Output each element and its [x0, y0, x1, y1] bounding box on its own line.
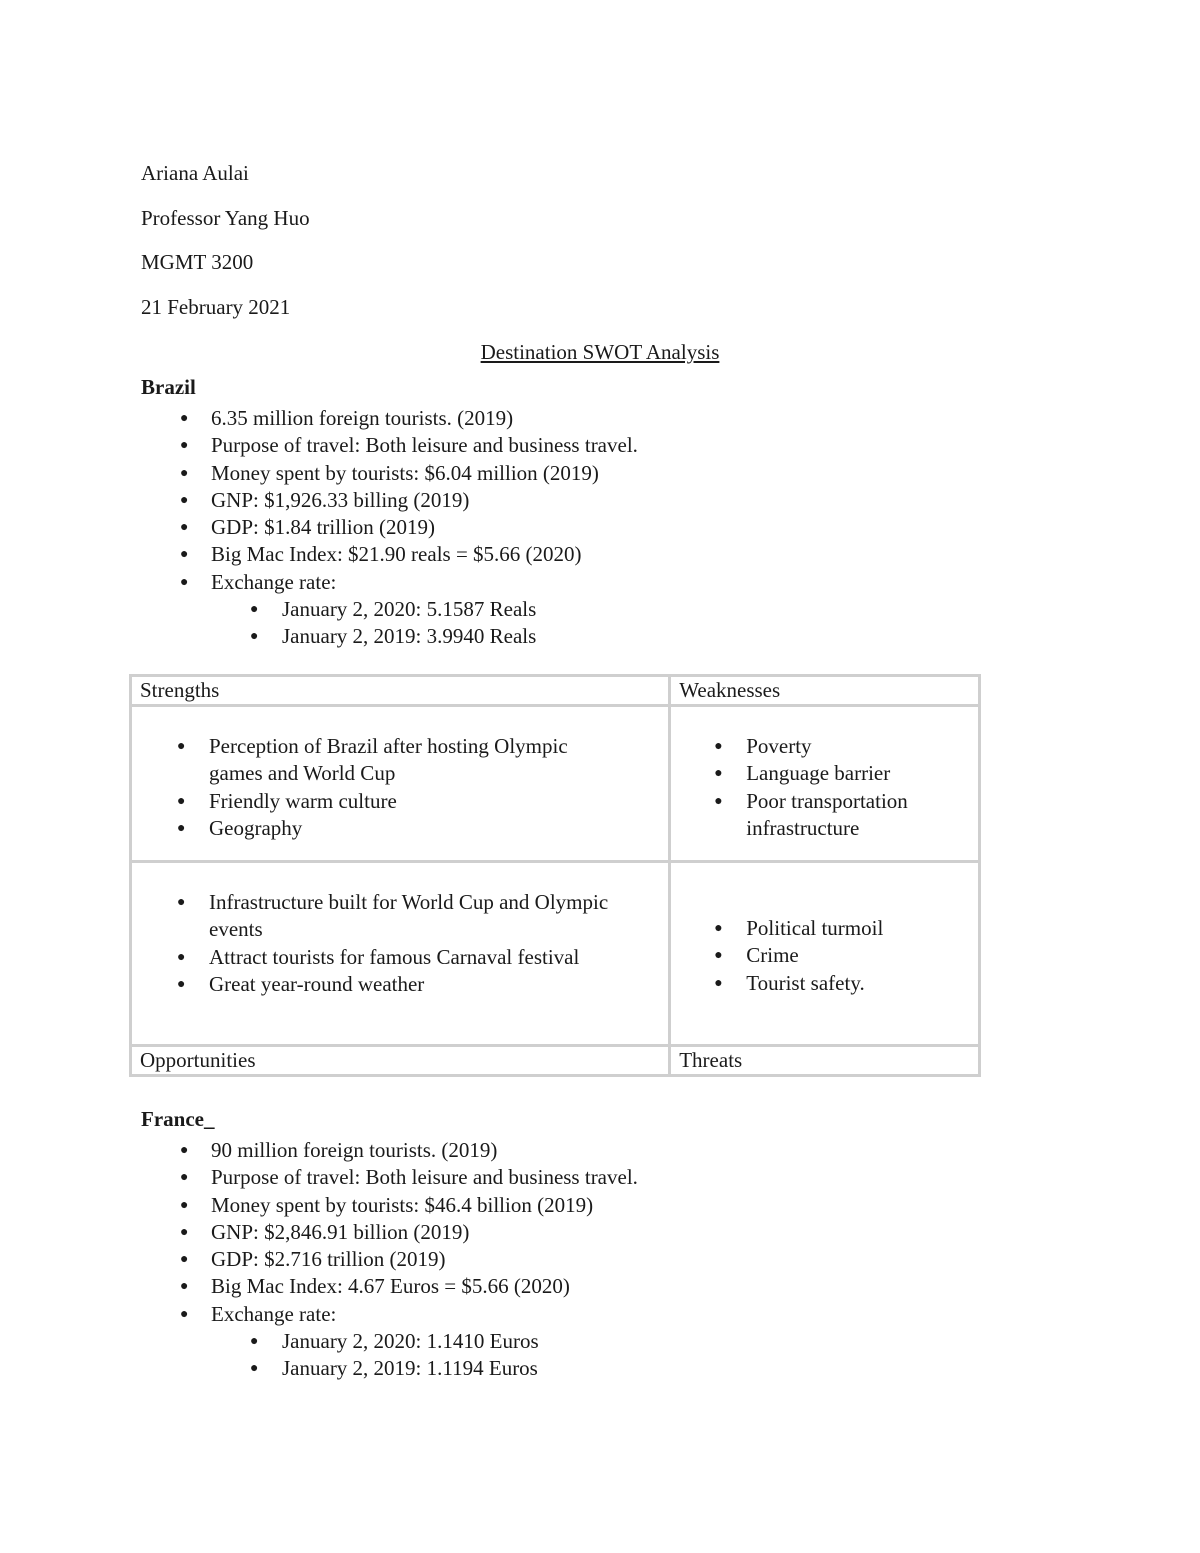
bullet-icon: ●: [250, 1334, 259, 1350]
exchange-rate-text: January 2, 2019: 1.1194 Euros: [282, 1356, 538, 1381]
fact-text: Big Mac Index: $21.90 reals = $5.66 (2020): [211, 542, 582, 567]
opportunities-item-text: Great year-round weather: [209, 971, 425, 996]
bullet-icon: ●: [177, 820, 186, 836]
weaknesses-cell: [670, 706, 980, 862]
threats-item-text: Crime: [746, 943, 799, 968]
opportunities-item-text: Attract tourists for famous Carnaval festival: [209, 944, 580, 969]
fact-text: 6.35 million foreign tourists. (2019): [211, 406, 514, 430]
bullet-icon: ●: [180, 1143, 189, 1158]
opportunities-item-text: Infrastructure built for World Cup and Olympic: [209, 890, 609, 914]
professor-name: Professor Yang Huo: [141, 206, 310, 230]
bullet-icon: ●: [177, 793, 186, 809]
bullet-icon: ●: [250, 602, 259, 618]
strengths-item-text: games and World Cup: [209, 761, 396, 786]
bullet-icon: ●: [180, 465, 189, 481]
document-title: Destination SWOT Analysis: [480, 340, 720, 364]
weaknesses-item-text: Poor transportation: [746, 788, 908, 813]
bullet-icon: ●: [177, 739, 186, 754]
brazil-heading: Brazil: [141, 375, 196, 399]
bullet-icon: ●: [250, 1361, 259, 1377]
threats-label: Threats: [670, 1046, 980, 1076]
author-name: Ariana Aulai: [141, 161, 249, 185]
weaknesses-item-text: Language barrier: [746, 761, 891, 786]
bullet-icon: ●: [180, 1197, 189, 1213]
fact-text: GNP: $1,926.33 billing (2019): [211, 487, 470, 512]
strengths-item-text: Geography: [209, 815, 303, 840]
opportunities-cell: [131, 862, 670, 1046]
threats-item-text: Tourist safety.: [746, 970, 865, 995]
bullet-icon: ●: [714, 921, 723, 936]
fact-text: Exchange rate:: [211, 1301, 337, 1326]
strengths-cell: [131, 706, 670, 862]
opportunities-label: Opportunities: [131, 1046, 670, 1076]
threats-item: [671, 970, 978, 997]
opportunities-item: [132, 889, 668, 944]
bullet-icon: ●: [714, 793, 723, 809]
weaknesses-item: [671, 788, 978, 843]
fact-text: Big Mac Index: 4.67 Euros = $5.66 (2020): [211, 1274, 570, 1299]
bullet-icon: ●: [714, 948, 723, 964]
bullet-icon: ●: [180, 1252, 189, 1268]
strengths-item: [132, 733, 668, 788]
strengths-item: [132, 788, 668, 815]
bullet-icon: ●: [180, 1224, 189, 1240]
bullet-icon: ●: [714, 739, 723, 754]
bullet-icon: ●: [180, 547, 189, 563]
fact-text: Money spent by tourists: $6.04 million (2019): [211, 460, 599, 485]
threats-cell: [670, 862, 980, 1046]
bullet-icon: ●: [180, 411, 189, 426]
bullet-icon: ●: [714, 766, 723, 782]
course-code: MGMT 3200: [141, 250, 254, 274]
exchange-rate-text: January 2, 2019: 3.9940 Reals: [282, 624, 537, 649]
fact-text: GDP: $2.716 trillion (2019): [211, 1247, 446, 1272]
bullet-icon: ●: [180, 438, 189, 454]
fact-text: Purpose of travel: Both leisure and business travel.: [211, 1165, 638, 1190]
strengths-label: Strengths: [131, 676, 670, 706]
bullet-icon: ●: [714, 975, 723, 991]
bullet-icon: ●: [180, 492, 189, 508]
weaknesses-item: [671, 760, 978, 787]
bullet-icon: ●: [180, 574, 189, 590]
strengths-item: [132, 815, 668, 842]
exchange-rate-text: January 2, 2020: 5.1587 Reals: [282, 597, 537, 622]
swot-table: [129, 674, 981, 1077]
opportunities-item: [132, 944, 668, 971]
opportunities-item: [132, 971, 668, 998]
opportunities-list: [132, 889, 668, 998]
opportunities-item-text: events: [209, 917, 263, 942]
weaknesses-item-text: infrastructure: [746, 815, 860, 840]
bullet-icon: ●: [177, 895, 186, 910]
bullet-icon: ●: [177, 949, 186, 965]
threats-item: [671, 942, 978, 969]
bullet-icon: ●: [250, 629, 259, 645]
exchange-rate-text: January 2, 2020: 1.1410 Euros: [282, 1329, 539, 1354]
threats-item: [671, 915, 978, 942]
weaknesses-item: [671, 733, 978, 760]
fact-text: Purpose of travel: Both leisure and business travel.: [211, 433, 638, 458]
fact-text: GNP: $2,846.91 billion (2019): [211, 1219, 470, 1244]
threats-list: [671, 915, 978, 997]
bullet-icon: ●: [180, 1170, 189, 1186]
strengths-item-text: Perception of Brazil after hosting Olympic: [209, 734, 568, 758]
strengths-list: [132, 733, 668, 842]
fact-text: GDP: $1.84 trillion (2019): [211, 515, 435, 540]
bullet-icon: ●: [180, 520, 189, 536]
fact-text: Money spent by tourists: $46.4 billion (2019): [211, 1192, 594, 1217]
fact-text: Exchange rate:: [211, 569, 337, 594]
weaknesses-label: Weaknesses: [670, 676, 980, 706]
weaknesses-list: [671, 733, 978, 842]
bullet-icon: ●: [180, 1306, 189, 1322]
fact-text: 90 million foreign tourists. (2019): [211, 1138, 498, 1162]
document-date: 21 February 2021: [141, 295, 291, 319]
bullet-icon: ●: [180, 1279, 189, 1295]
threats-item-text: Political turmoil: [746, 916, 884, 940]
bullet-icon: ●: [177, 976, 186, 992]
strengths-item-text: Friendly warm culture: [209, 788, 397, 813]
weaknesses-item-text: Poverty: [746, 734, 812, 758]
france-heading: France_: [141, 1107, 215, 1131]
